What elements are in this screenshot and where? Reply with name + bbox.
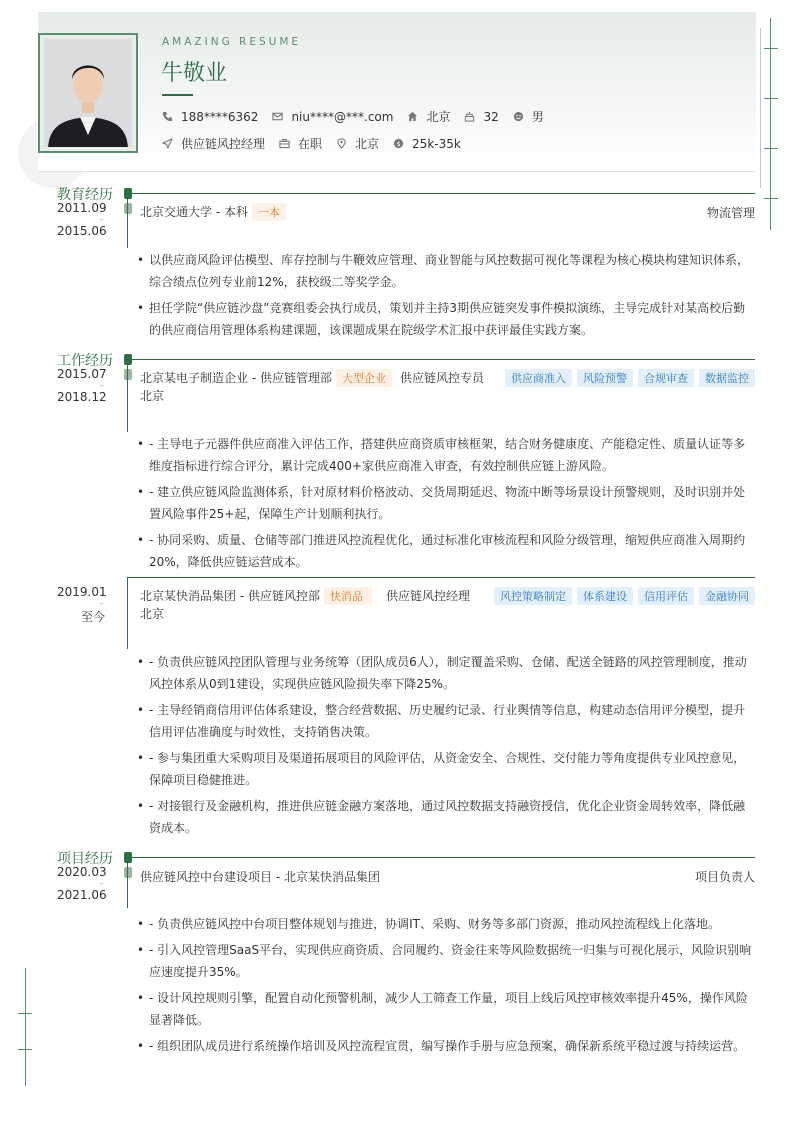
status-item [279, 135, 322, 152]
edu-major: 物流管理 [706, 206, 755, 220]
section-title-projects: 项目经历 [57, 851, 113, 867]
decorative-tick [764, 198, 778, 199]
list-item: • - 组织团队成员进行系统操作培训及风控流程宣贯，编写操作手册与应急预案，确保新系统平稳过渡与持续运营。 [137, 1035, 755, 1057]
decorative-line [760, 28, 761, 188]
location-item [407, 108, 450, 125]
job-intent-row [162, 135, 475, 152]
proj-title: 供应链风控中台建设项目 - 北京某快消品集团 [140, 870, 380, 884]
work1-tags [500, 369, 755, 387]
timeline-node [124, 852, 132, 863]
target-role-text: 供应链风控经理 [181, 137, 266, 151]
tagline: AMAZING RESUME [162, 36, 302, 48]
decorative-tick [764, 48, 778, 49]
decorative-line [25, 968, 26, 1086]
briefcase-icon [279, 138, 290, 149]
section-divider [128, 857, 755, 858]
entry-divider [128, 577, 755, 578]
timeline-line [127, 362, 128, 432]
name-underline [162, 94, 193, 96]
skill-tag: 信用评估 [638, 587, 694, 605]
contact-row [162, 108, 558, 125]
work1-bullets [137, 433, 755, 577]
work2-tags [489, 587, 755, 605]
photo-frame [38, 33, 138, 153]
edu-school-row [140, 203, 286, 221]
section-divider [128, 193, 755, 194]
date-separator: - [100, 381, 103, 390]
skill-tag: 风险预警 [577, 369, 633, 387]
date-separator: - [100, 879, 103, 888]
timeline-node [124, 188, 132, 199]
proj-role: 项目负责人 [694, 870, 755, 884]
edu-bullets [137, 249, 755, 345]
proj-start-date: 2020.03 [57, 865, 107, 879]
timeline-subnode [124, 203, 132, 214]
work1-start-date: 2015.07 [57, 367, 107, 381]
proj-bullets [137, 913, 755, 1061]
skill-tag: 体系建设 [577, 587, 633, 605]
edu-start-date: 2011.09 [57, 201, 107, 215]
pin-icon [336, 138, 347, 149]
skill-tag: 风控策略制定 [494, 587, 572, 605]
status-text: 在职 [298, 137, 323, 151]
email-item [272, 110, 393, 124]
edu-end-date: 2015.06 [57, 224, 107, 238]
timeline-line [127, 196, 128, 248]
svg-text:$: $ [396, 139, 401, 148]
age-item [464, 110, 498, 124]
age-text: 32 [483, 109, 499, 124]
list-item: • - 负责供应链风控中台项目整体规划与推进，协调IT、采购、财务等多部门资源，推动风控流程线上化落地。 [137, 913, 755, 935]
work2-role: 供应链风控经理 [385, 589, 470, 603]
gender-icon [513, 111, 524, 122]
gender-text: 男 [531, 110, 544, 124]
list-item: • - 设计风控规则引擎，配置自动化预警机制，减少人工筛查工作量，项目上线后风控审核效率提升45%，操作风险显著降低。 [137, 987, 755, 1031]
phone-item [162, 110, 258, 124]
edu-school: 北京交通大学 - 本科 [140, 205, 248, 219]
proj-end-date: 2021.06 [57, 888, 107, 902]
send-icon [162, 138, 173, 149]
work2-company-badge: 快消品 [324, 587, 372, 605]
phone-text: 188****6362 [181, 109, 259, 124]
list-item: • 以供应商风险评估模型、库存控制与牛鞭效应管理、商业智能与风控数据可视化等课程为核心模块构建知识体系，综合绩点位列专业前12%，获校级二等奖学金。 [137, 249, 755, 293]
email-text: niu****@***.com [291, 109, 394, 124]
list-item: • - 建立供应链风险监测体系，针对原材料价格波动、交货周期延迟、物流中断等场景设计预警规则，及时识别并处置风险事件25+起，保障生产计划顺利执行。 [137, 481, 755, 525]
mail-icon [272, 111, 283, 122]
work2-company-row [140, 587, 470, 605]
section-divider [128, 359, 755, 360]
skill-tag: 供应商准入 [505, 369, 572, 387]
list-item: • - 参与集团重大采购项目及渠道拓展项目的风险评估，从资金安全、合规性、交付能力等角度提供专业风控意见，保障项目稳健推进。 [137, 747, 755, 791]
work2-start-date: 2019.01 [57, 585, 107, 599]
resume-header [38, 12, 756, 172]
list-item: • - 对接银行及金融机构，推进供应链金融方案落地，通过风控数据支持融资授信，优化企业资金周转效率，降低融资成本。 [137, 795, 755, 839]
candidate-name: 牛敬业 [161, 61, 228, 86]
work1-company-row [140, 369, 484, 387]
skill-tag: 金融协同 [699, 587, 755, 605]
work1-company-badge: 大型企业 [336, 369, 392, 387]
salary-text: 25k-35k [412, 136, 461, 151]
location-text: 北京 [426, 110, 451, 124]
date-separator: - [100, 215, 103, 224]
salary-item [393, 137, 461, 151]
work2-bullets [137, 651, 755, 843]
target-role-item [162, 135, 265, 152]
work1-company: 北京某电子制造企业 - 供应链管理部 [140, 371, 332, 385]
cake-icon [464, 111, 475, 122]
list-item: • - 引入风控管理SaaS平台，实现供应商资质、合同履约、资金往来等风险数据统一归集与可视化展示，风险识别响应速度提升35%。 [137, 939, 755, 983]
list-item: • - 主导电子元器件供应商准入评估工作，搭建供应商资质审核框架，结合财务健康度、产能稳定性、质量认证等多维度指标进行综合评分，累计完成400+家供应商准入审查，有效控制供应链上游风险。 [137, 433, 755, 477]
home-icon [407, 111, 418, 122]
timeline-subnode [124, 369, 132, 380]
work2-end-date: 至今 [80, 610, 105, 624]
list-item: • - 主导经销商信用评估体系建设，整合经营数据、历史履约记录、行业舆情等信息，构建动态信用评分模型，提升信用评估准确度与时效性，支持销售决策。 [137, 699, 755, 743]
decorative-tick [764, 148, 778, 149]
work2-city: 北京 [140, 607, 165, 621]
avatar [44, 39, 132, 147]
timeline-line [127, 577, 128, 649]
date-separator: - [100, 599, 103, 608]
work1-end-date: 2018.12 [57, 390, 107, 404]
list-item: • - 协同采购、质量、仓储等部门推进风控流程优化，通过标准化审核流程和风险分级管理，缩短供应商准入周期约20%，降低供应链运营成本。 [137, 529, 755, 573]
section-title-work: 工作经历 [57, 353, 113, 369]
edu-tier-badge: 一本 [252, 203, 286, 221]
list-item: • 担任学院“供应链沙盘”竞赛组委会执行成员，策划并主持3期供应链突发事件模拟演练，主导完成针对某高校后勤的供应商信用管理体系构建课题，该课题成果在院级学术汇报中获评最佳实践方案。 [137, 297, 755, 341]
gender-item [513, 108, 544, 125]
list-item: • - 负责供应链风控团队管理与业务统筹（团队成员6人），制定覆盖采购、仓储、配送全链路的风控管理制度，推动风控体系从0到1建设，实现供应链风险损失率下降25%。 [137, 651, 755, 695]
decorative-tick [18, 1049, 32, 1050]
timeline-subnode [124, 867, 132, 878]
work1-role: 供应链风控专员 [399, 371, 484, 385]
skill-tag: 数据监控 [699, 369, 755, 387]
work1-city: 北京 [140, 389, 165, 403]
timeline-line [127, 860, 128, 908]
target-city-text: 北京 [355, 137, 380, 151]
section-title-education: 教育经历 [57, 187, 113, 203]
decorative-tick [764, 98, 778, 99]
work2-company: 北京某快消品集团 - 供应链风控部 [140, 589, 320, 603]
target-city-item [336, 135, 379, 152]
timeline-node [124, 354, 132, 365]
decorative-tick [18, 1013, 32, 1014]
skill-tag: 合规审查 [638, 369, 694, 387]
coin-icon [393, 138, 404, 149]
phone-icon [162, 111, 173, 122]
